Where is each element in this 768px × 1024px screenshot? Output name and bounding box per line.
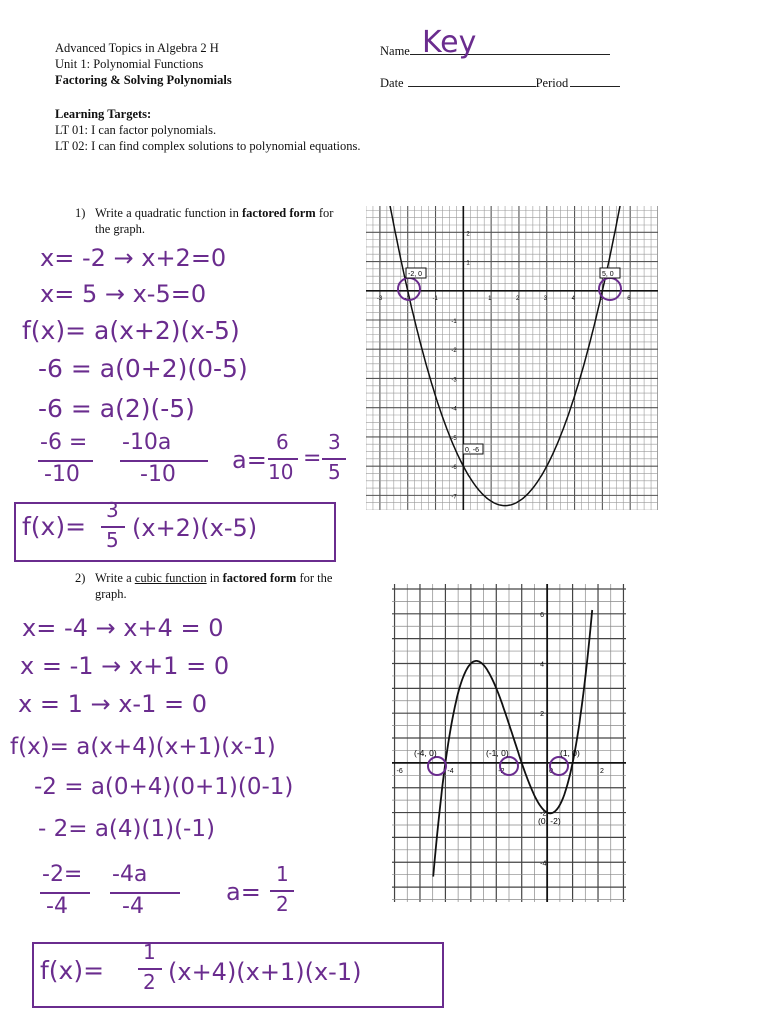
tick-label: -2 (540, 810, 547, 818)
answer-den: 2 (143, 970, 156, 994)
tick-label: 2 (540, 711, 545, 719)
problem-1-prompt (75, 205, 360, 237)
problem-number: 1) (75, 206, 86, 220)
work-line: x= -2 → x+2=0 (40, 244, 227, 272)
tick-label: -6 (451, 465, 457, 472)
tick-label: 4 (571, 295, 575, 302)
a-label: a= (226, 878, 261, 906)
work-line: f(x)= a(x+4)(x+1)(x-1) (10, 734, 276, 760)
frac-den: -4 (122, 894, 144, 919)
answer-prefix: f(x)= (40, 956, 105, 985)
work-line: - 2= a(4)(1)(-1) (38, 816, 215, 842)
period-label: Period (535, 76, 569, 90)
tick-label: 1 (488, 295, 492, 302)
tick-label: 2 (515, 295, 520, 302)
tick-label: -2 (498, 767, 505, 775)
period-line (570, 74, 620, 87)
cubic-curve (433, 610, 592, 877)
tick-label: -3 (376, 295, 383, 302)
cubic-graph (392, 584, 626, 902)
name-field (380, 40, 610, 59)
tick-label: -1 (451, 319, 457, 325)
date-line (408, 74, 536, 87)
answer-suffix: (x+2)(x-5) (132, 514, 258, 542)
point-label: 0, -6 (465, 447, 480, 454)
root-circle (550, 757, 568, 775)
prompt-text: for the (299, 571, 333, 585)
prompt-text: Write a (95, 571, 132, 585)
tick-label: -4 (447, 767, 454, 775)
frac-num: -4a (112, 862, 148, 887)
tick-label: 4 (540, 661, 545, 669)
tick-label: -2 (404, 295, 411, 302)
tick-label: 0 (549, 767, 554, 775)
answer-num: 3 (106, 498, 119, 522)
tick-label: -5 (451, 435, 457, 442)
frac-num: 3 (328, 430, 341, 454)
tick-label: 2 (600, 767, 604, 775)
target-item: LT 01: I can factor polynomials. (55, 123, 217, 137)
name-label: Name (380, 44, 410, 58)
worksheet-title: Factoring & Solving Polynomials (55, 73, 232, 87)
name-value: Key (422, 25, 477, 60)
work-line: x= 5 → x-5=0 (40, 280, 207, 308)
point-label: (-4, 0) (414, 748, 437, 758)
frac-num: -6 = (40, 430, 88, 455)
answer-den: 5 (106, 528, 119, 552)
frac-den: -10 (44, 462, 80, 487)
frac-num: 6 (276, 430, 289, 454)
work-line: x= -4 → x+4 = 0 (22, 614, 224, 642)
tick-label: -6 (396, 767, 403, 775)
tick-label: -7 (451, 494, 457, 501)
equals: = (303, 446, 322, 471)
tick-label: 2 (466, 231, 470, 238)
work-line: x = -1 → x+1 = 0 (20, 652, 230, 680)
tick-label: -4 (451, 406, 457, 413)
tick-label: 5 (599, 295, 603, 302)
answer-num: 1 (143, 940, 156, 964)
fraction-bar (110, 892, 180, 894)
tick-label: 1 (466, 260, 470, 267)
frac-den: 5 (328, 460, 341, 484)
tick-label: 6 (540, 611, 545, 619)
frac-num: -10a (122, 430, 172, 455)
frac-den: -10 (140, 462, 176, 487)
problem-2-prompt (75, 570, 365, 602)
target-item: LT 02: I can find complex solutions to polynomial equations. (55, 139, 361, 153)
problem-number: 2) (75, 571, 86, 585)
quadratic-graph (366, 206, 658, 510)
prompt-underlined: cubic function (134, 571, 207, 585)
date-label: Date (380, 76, 404, 90)
work-line: f(x)= a(x+2)(x-5) (22, 316, 240, 345)
graph-grid (366, 206, 658, 510)
work-line: -2 = a(0+4)(0+1)(0-1) (34, 774, 294, 800)
tick-label: -2 (451, 348, 457, 355)
answer-suffix: (x+4)(x+1)(x-1) (168, 958, 362, 986)
tick-label: -3 (451, 377, 457, 384)
tick-label: 3 (543, 295, 548, 302)
point-label: (-1, 0) (486, 748, 509, 758)
tick-label: 6 (627, 295, 631, 302)
prompt-text: for (318, 206, 334, 220)
course-name: Advanced Topics in Algebra 2 H (55, 41, 219, 55)
frac-den: 10 (268, 460, 294, 484)
tick-label: -4 (540, 860, 547, 868)
work-line: -6 = a(2)(-5) (38, 394, 195, 423)
prompt-text: in (209, 571, 220, 585)
root-circle (428, 757, 446, 775)
point-label: -2, 0 (408, 271, 423, 278)
a-label: a= (232, 446, 267, 474)
point-label: (0, -2) (538, 816, 561, 826)
prompt-bold: factored form (222, 571, 297, 585)
work-line: x = 1 → x-1 = 0 (18, 690, 207, 718)
date-period-field (380, 74, 620, 91)
frac-den: -4 (46, 894, 68, 919)
targets-heading: Learning Targets: (55, 107, 152, 121)
frac-den: 2 (276, 892, 289, 916)
prompt-bold: factored form (242, 206, 316, 220)
prompt-text: Write a quadratic function in (95, 206, 239, 220)
work-line: -6 = a(0+2)(0-5) (38, 354, 248, 383)
point-label: (1, 0) (560, 748, 580, 758)
point-label: 5, 0 (602, 271, 614, 278)
frac-num: -2= (42, 862, 83, 887)
unit-name: Unit 1: Polynomial Functions (55, 57, 204, 71)
tick-label: -1 (432, 295, 438, 302)
prompt-text: the graph. (95, 222, 145, 236)
frac-num: 1 (276, 862, 289, 886)
answer-prefix: f(x)= (22, 512, 87, 541)
prompt-text: graph. (95, 587, 127, 601)
